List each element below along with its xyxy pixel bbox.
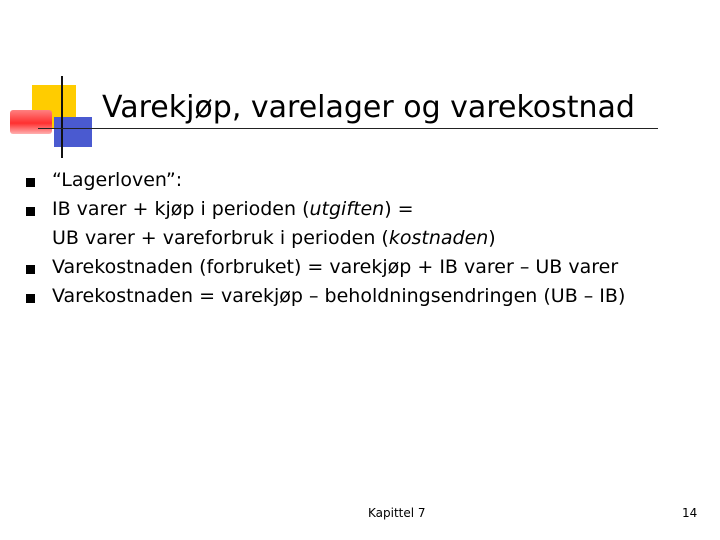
footer-page-number: 14 bbox=[682, 506, 698, 520]
bullet-text: Varekostnaden = varekjøp – beholdningsendringen (UB – IB) bbox=[52, 285, 626, 307]
bullet-line bbox=[52, 195, 712, 224]
bullet-text: ) = bbox=[384, 198, 414, 220]
bullet-text: Varekostnaden (forbruket) = varekjøp + IB varer – UB varer bbox=[52, 256, 619, 278]
title-logo-decoration bbox=[0, 0, 110, 170]
bullet-item bbox=[22, 166, 712, 195]
footer-chapter: Kapittel 7 bbox=[368, 506, 426, 520]
bullet-text: IB varer + kjøp i perioden ( bbox=[52, 198, 310, 220]
bullet-item bbox=[22, 195, 712, 253]
bullet-text: “Lagerloven”: bbox=[52, 169, 183, 191]
bullet-list bbox=[22, 166, 712, 311]
bullet-square-icon bbox=[26, 207, 35, 216]
bullet-line bbox=[52, 253, 712, 282]
bullet-item bbox=[22, 282, 712, 311]
logo-blue-square bbox=[54, 117, 92, 147]
bullet-square-icon bbox=[26, 178, 35, 187]
bullet-text: UB varer + vareforbruk i perioden ( bbox=[52, 227, 389, 249]
logo-red-bar bbox=[10, 110, 52, 134]
bullet-square-icon bbox=[26, 265, 35, 274]
bullet-line bbox=[52, 166, 712, 195]
bullet-text: ) bbox=[488, 227, 496, 249]
slide-title: Varekjøp, varelager og varekostnad bbox=[102, 90, 635, 125]
bullet-line bbox=[52, 224, 712, 253]
bullet-line bbox=[52, 282, 712, 311]
logo-vertical-line bbox=[61, 76, 63, 158]
bullet-item bbox=[22, 253, 712, 282]
bullet-square-icon bbox=[26, 294, 35, 303]
bullet-text-italic: utgiften bbox=[309, 198, 385, 220]
bullet-text-italic: kostnaden bbox=[388, 227, 489, 249]
